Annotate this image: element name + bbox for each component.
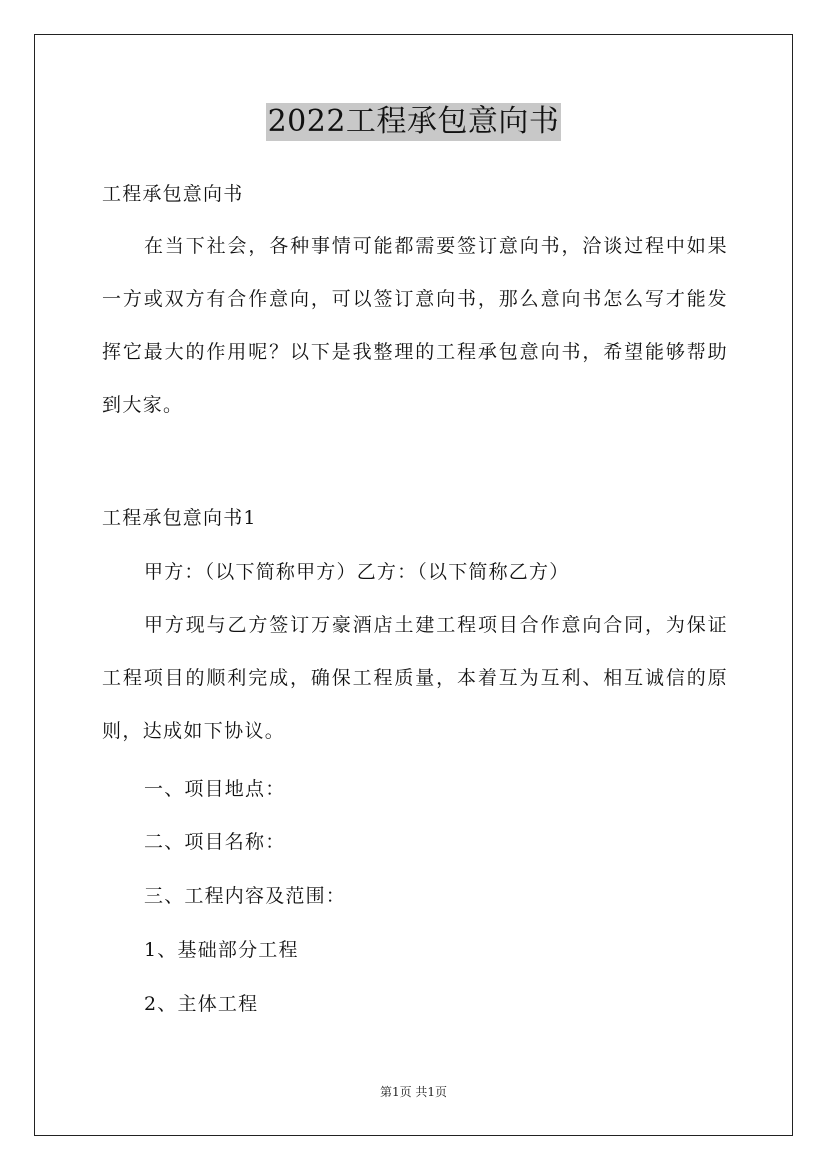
section-heading-1: 工程承包意向书1 (102, 507, 257, 529)
title-container (0, 103, 827, 141)
section-heading: 工程承包意向书 (102, 183, 244, 205)
list-item-name: 二、项目名称： (144, 831, 286, 853)
list-item-scope: 三、工程内容及范围： (144, 885, 347, 907)
list-item-foundation: 1、基础部分工程 (144, 939, 299, 961)
intro-paragraph: 在当下社会，各种事情可能都需要签订意向书，洽谈过程中如果一方或双方有合作意向，可以签订意向书，那么意向书怎么写才能发挥它最大的作用呢？以下是我整理的工程承包意向书，希望能够帮助到大家。 (102, 235, 728, 416)
page-number-footer: 第1页 共1页 (379, 1085, 448, 1099)
parties-line: 甲方：（以下简称甲方）乙方：（以下简称乙方） (144, 561, 570, 583)
list-item-location: 一、项目地点： (144, 778, 286, 800)
list-item-main-structure: 2、主体工程 (144, 993, 259, 1015)
document-title: 2022工程承包意向书 (267, 104, 560, 139)
agreement-paragraph: 甲方现与乙方签订万豪酒店土建工程项目合作意向合同，为保证工程项目的顺利完成，确保工程质量，本着互为互利、相互诚信的原则，达成如下协议。 (102, 614, 728, 742)
